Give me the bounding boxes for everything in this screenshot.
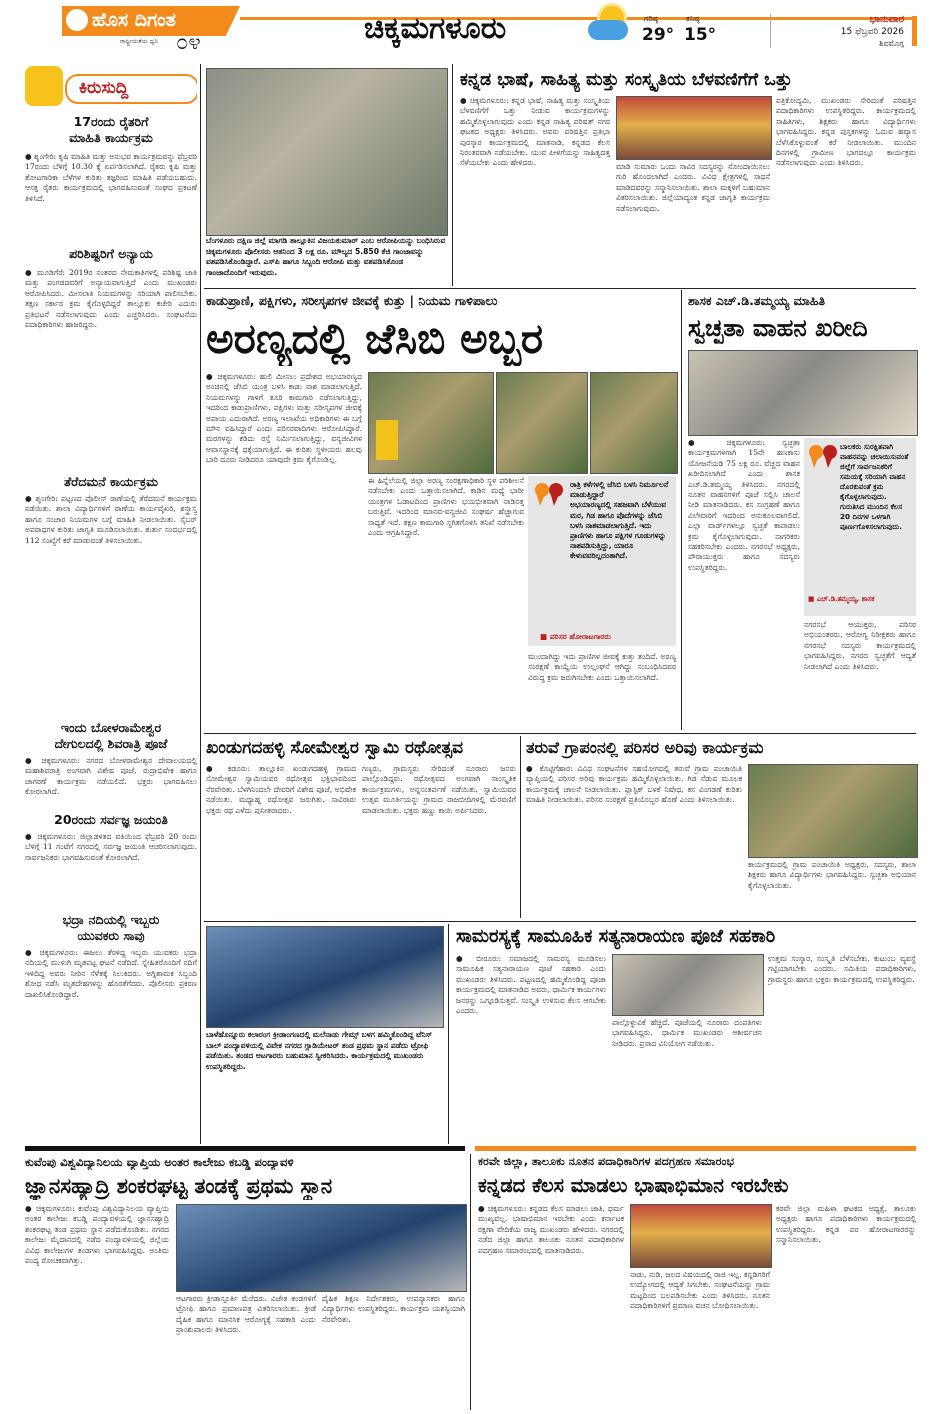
satyanarayana-col1: ● ಬೀರೂರು: ಸಮಾಜದಲ್ಲಿ ಸಾಮರಸ್ಯ ಮೂಡಿಸಲು ಸಾಮೂಹಿಕ ಸತ್ಯನಾರಾಯಣ ಪೂಜೆ ಸಹಕಾರಿ ಎಂದು ಮುಖಂಡರು ತಿಳಿಸಿದರು. ಪಟ್ಟಣದಲ್ಲಿ ಹಮ್ಮಿಕೊಂಡಿದ್ದ ಪೂಜಾ ಕಾರ್ಯಕ್ರಮದಲ್ಲಿ ಮಾತನಾಡಿದ ಅವರು, ಧಾರ್ಮಿಕ ಕಾರ್ಯಗಳು ಜನರನ್ನು ಒಗ್ಗೂಡಿಸುತ್ತವೆ. ಸಂಸ್ಕೃತಿ ಉಳಿಸುವ ಕೆಲಸ ಆಗಬೇಕು ಎಂದರು. [456, 954, 606, 1016]
brief-1-headline: 17ರಂದು ರೈತರಿಗೆ ಮಾಹಿತಿ ಕಾರ್ಯಕ್ರಮ [69, 114, 153, 145]
kirusuddi-column [25, 64, 197, 1144]
forest-quote-by: ■ ಪರಿಸರ ಹೋರಾಟಗಾರರು [540, 632, 611, 641]
satyanarayana-headline: ಸಾಮರಸ್ಯಕ್ಕೆ ಸಾಮೂಹಿಕ ಸತ್ಯನಾರಾಯಣ ಪೂಜೆ ಸಹಕಾರಿ [456, 926, 776, 947]
forest-cleared-photo-2 [590, 372, 678, 474]
forest-cleared-photo-1 [496, 372, 588, 474]
kirusuddi-hand-icon [25, 66, 63, 106]
kabaddi-headline: ಜ್ಞಾನಸಹ್ಯಾದ್ರಿ ಶಂಕರಘಟ್ಟ ತಂಡಕ್ಕೆ ಪ್ರಥಮ ಸ್ಥಾನ [25, 1174, 333, 1198]
column-rule-mid4 [448, 924, 449, 1144]
thammaiah-kicker: ಶಾಸಕ ಎಚ್.ಡಿ.ತಮ್ಮಯ್ಯ ಮಾಹಿತಿ [688, 293, 826, 308]
section-rule-3 [204, 921, 916, 922]
bottom-band-right [475, 1146, 916, 1151]
issue-day: ಭಾನುವಾರ [869, 14, 904, 25]
quote-icon [534, 482, 564, 508]
cloud-icon [588, 20, 628, 40]
brief-5-body: ● ಚಿಕ್ಕಮಗಳೂರು: ಜಿಲ್ಲಾಡಳಿತದ ವತಿಯಿಂದ ಫೆಬ್ರವರಿ 20 ರಂದು ಬೆಳಿಗ್ಗೆ 11 ಗಂಟೆಗೆ ನಗರದಲ್ಲಿ ಸರ್ವಜ್ಞ ಜಯಂತಿ ಆಚರಿಸಲಾಗುವುದು. ಸಾರ್ವಜನಿಕರು ಭಾಗವಹಿಸುವಂತೆ ಕೋರಲಾಗಿದೆ. [25, 832, 197, 862]
karave-kicker: ಕರವೇ ಜಿಲ್ಲಾ, ತಾಲೂಕು ನೂತನ ಪದಾಧಿಕಾರಿಗಳ ಪದಗ್ರಹಣ ಸಮಾರಂಭ [478, 1155, 735, 1168]
column-rule-mid3 [520, 736, 521, 918]
someshwara-col1: ● ಕಡೂರು: ತಾಲ್ಲೂಕಿನ ಖಂಡುಗದಹಳ್ಳಿ ಗ್ರಾಮದ ಸೋಮೇಶ್ವರ ಸ್ವಾಮಿಯವರ ರಥೋತ್ಸವ ಭಕ್ತಿಭಾವದಿಂದ ನೆರವೇರಿತು. ಬೆಳಗಿನಿಂದಲೇ ದೇವರಿಗೆ ವಿಶೇಷ ಪೂಜೆ, ಅಭಿಷೇಕ ನಡೆಯಿತು. ಮಧ್ಯಾಹ್ನ ರಥೋತ್ಸವ ಜರುಗಿತು. ಸಾವಿರಾರು ಭಕ್ತರು ರಥ ಎಳೆದು ಪುನೀತರಾದರು. [206, 764, 356, 815]
kabaddi-kicker: ಕುವೆಂಪು ವಿಶ್ವವಿದ್ಯಾನಿಲಯ ವ್ಯಾಪ್ತಿಯ ಅಂತರ ಕಾಲೇಜು ಕಬಡ್ಡಿ ಪಂದ್ಯಾವಳಿ [25, 1155, 294, 1169]
brief-3-body: ● ಶೃಂಗೇರಿ: ಪಟ್ಟಣದ ಪೊಲೀಸ್ ಠಾಣೆಯಲ್ಲಿ ತೆರೆದಮನೆ ಕಾರ್ಯಕ್ರಮ ನಡೆಯಿತು. ಶಾಲಾ ವಿದ್ಯಾರ್ಥಿಗಳಿಗೆ ಠಾಣೆಯ ಕಾರ್ಯವೈಖರಿ, ಶಸ್ತ್ರಾಸ್ತ್ರ ಹಾಗೂ ಸಂಚಾರ ನಿಯಮಗಳ ಬಗ್ಗೆ ಮಾಹಿತಿ ನೀಡಲಾಯಿತು. ಸೈಬರ್ ಅಪರಾಧಗಳ ಕುರಿತು ಜಾಗೃತಿ ಮೂಡಿಸಲಾಯಿತು. ತುರ್ತು ಸಂದರ್ಭದಲ್ಲಿ 112 ಸಂಖ್ಯೆಗೆ ಕರೆ ಮಾಡುವಂತೆ ತಿಳಿಸಲಾಯಿತು. [25, 494, 197, 545]
karave-headline: ಕನ್ನಡದ ಕೆಲಸ ಮಾಡಲು ಭಾಷಾಭಿಮಾನ ಇರಬೇಕು [478, 1174, 789, 1197]
min-temp: 15° [684, 25, 717, 45]
ganja-caption: ಬೆಂಗಳೂರು ದಕ್ಷಿಣ ಜಿಲ್ಲೆ ಮಾಗಡಿ ತಾಲ್ಲೂಕಿನ ವಿಜಯಕುಮಾರ್ ಎಂಬ ಆರೋಪಿಯನ್ನು ಬಂಧಿಸಿರುವ ಚಿಕ್ಕಮಗಳೂರು ಪೊಲೀಸರು ಆತನಿಂದ 3 ಲಕ್ಷ ರೂ. ಮೌಲ್ಯದ 5.850 ಕೆಜಿ ಗಾಂಜಾವನ್ನು ವಶಪಡಿಸಿಕೊಂಡಿದ್ದಾರೆ. ಎಸ್‌ಪಿ ಹಾಗೂ ಸಿಬ್ಬಂದಿ ಆರೋಪಿ ಮತ್ತು ವಶಪಡಿಸಿಕೊಂಡ ಗಾಂಜಾದೊಂದಿಗೆ ಇರುವುದು. [206, 236, 446, 277]
logo-circle-icon [66, 9, 88, 31]
section-rule-1 [204, 288, 916, 289]
parisara-photo [748, 764, 918, 858]
kirusuddi-title: ಕಿರುಸುದ್ದಿ [79, 78, 129, 98]
tournament-team-photo [206, 926, 444, 1028]
karave-col1: ● ಚಿಕ್ಕಮಗಳೂರು: ಕನ್ನಡದ ಕೆಲಸ ಮಾಡಲು ಜಾತಿ, ಧರ್ಮ ಮುಖ್ಯವಲ್ಲ. ಭಾಷಾಭಿಮಾನ ಇರಬೇಕು ಎಂದು ಕರ್ನಾಟಕ ರಕ್ಷಣಾ ವೇದಿಕೆಯ ರಾಜ್ಯ ಮುಖಂಡರು ಹೇಳಿದರು. ನಗರದಲ್ಲಿ ನಡೆದ ಜಿಲ್ಲಾ ಹಾಗೂ ತಾಲೂಕು ನೂತನ ಪದಾಧಿಕಾರಿಗಳ ಪದಗ್ರಹಣ ಸಮಾರಂಭದಲ್ಲಿ ಮಾತನಾಡಿದರು. [478, 1204, 624, 1255]
karave-col3: ಕರವೇ ಜಿಲ್ಲಾ ಮಹಿಳಾ ಘಟಕದ ಅಧ್ಯಕ್ಷೆ, ತಾಲೂಕು ಅಧ್ಯಕ್ಷರು ಹಾಗೂ ಪದಾಧಿಕಾರಿಗಳು ಕಾರ್ಯಕ್ರಮದಲ್ಲಿ ಉಪಸ್ಥಿತರಿದ್ದರು. ಕನ್ನಡ ಪರ ಹೋರಾಟಗಾರರನ್ನು ಸನ್ಮಾನಿಸಲಾಯಿತು. [776, 1204, 916, 1245]
forest-quote: ರಾತ್ರಿ ಕಳೆಗಳಲ್ಲಿ ಜೆಸಿಬಿ ಬಳಸಿ ನಿರ್ಮೂಲನೆ ಮಾಡುತ್ತಿದ್ದಾರೆ ಅಭಯಾರಣ್ಯದಲ್ಲಿ ಸಹಜವಾಗಿ ಬೆಳೆಯುವ ಮರ, ಗಿಡ ಹಾಗೂ ಪೊದೆಗಳನ್ನು ಜೆಸಿಬಿ ಬಳಸಿ ನಾಶಮಾಡಲಾಗುತ್ತಿದೆ. ಇದು ಪ್ರಾಣಿಗಳು ಹಾಗೂ ಪಕ್ಷಿಗಳ ಗೂಡುಗಳನ್ನು ನಾಶಪಡಿಸುತ್ತಿದ್ದು, ಯಾರೂ ಕೇಳುವವರಿಲ್ಲದಂತಾಗಿದೆ. [570, 480, 669, 561]
thammaiah-quote-by: ■ ಎಚ್.ಡಿ.ತಮ್ಮಯ್ಯ, ಶಾಸಕ [808, 595, 875, 603]
kannada-col3: ಪತ್ರಿಕೋದ್ಯಮಿ, ಮುಖಂಡರು ಸೇರಿದಂತೆ ಪರಿಷತ್ತಿನ ಪದಾಧಿಕಾರಿಗಳು ಉಪಸ್ಥಿತರಿದ್ದರು. ಕಾರ್ಯಕ್ರಮದಲ್ಲಿ ಸಾಹಿತಿಗಳು, ಶಿಕ್ಷಕರು ಹಾಗೂ ವಿದ್ಯಾರ್ಥಿಗಳು ಭಾಗವಹಿಸಿದ್ದರು. ಕನ್ನಡ ಪುಸ್ತಕಗಳನ್ನು ಓದುವ ಹವ್ಯಾಸ ಬೆಳೆಸಿಕೊಳ್ಳುವಂತೆ ಕರೆ ನೀಡಲಾಯಿತು. ಮುಂದಿನ ದಿನಗಳಲ್ಲಿ ಗ್ರಾಮೀಣ ಭಾಗದಲ್ಲೂ ಕಾರ್ಯಕ್ರಮ ನಡೆಸಲಾಗುವುದು ಎಂದು ತಿಳಿಸಿದರು. [776, 96, 916, 168]
forest-col1: ● ಚಿಕ್ಕಮಗಳೂರು: ಹುಲಿ ಮೀಸಲು ಪ್ರದೇಶದ ಅಭಯಾರಣ್ಯದ ಅಂಚಿನಲ್ಲಿ ಜೆಸಿಬಿ ಯಂತ್ರ ಬಳಸಿ ಕಾಡು ನಾಶ ಮಾಡಲಾಗುತ್ತಿದೆ. ನಿಯಮಗಳನ್ನು ಗಾಳಿಗೆ ತೂರಿ ಕಾಮಗಾರಿ ನಡೆಸಲಾಗುತ್ತಿದ್ದು, ಇದರಿಂದ ಕಾಡುಪ್ರಾಣಿಗಳು, ಪಕ್ಷಿಗಳು ಮತ್ತು ಸರೀಸೃಪಗಳ ಜೀವಕ್ಕೆ ಅಪಾಯ ಎದುರಾಗಿದೆ. ಅರಣ್ಯ ಇಲಾಖೆಯ ಅಧಿಕಾರಿಗಳು ಈ ಬಗ್ಗೆ ಮೌನ ವಹಿಸಿದ್ದಾರೆ ಎಂದು ಪರಿಸರವಾದಿಗಳು ಆರೋಪಿಸಿದ್ದಾರೆ. ಮರಗಳನ್ನು ಕಡಿದು ರಸ್ತೆ ನಿರ್ಮಿಸಲಾಗುತ್ತಿದ್ದು, ವನ್ಯಜೀವಿಗಳ ಆವಾಸಸ್ಥಾನಕ್ಕೆ ಧಕ್ಕೆಯಾಗುತ್ತಿದೆ. ಈ ಕುರಿತು ಸ್ಥಳೀಯರು ಹಲವು ಬಾರಿ ದೂರು ನೀಡಿದರೂ ಯಾವುದೇ ಕ್ರಮ ಕೈಗೊಂಡಿಲ್ಲ. [206, 372, 362, 465]
parisara-col2: ಕಾರ್ಯಕ್ರಮದಲ್ಲಿ ಗ್ರಾಮ ಪಂಚಾಯಿತಿ ಅಧ್ಯಕ್ಷರು, ಸದಸ್ಯರು, ಶಾಲಾ ಶಿಕ್ಷಕರು ಹಾಗೂ ವಿದ್ಯಾರ್ಥಿಗಳು ಭಾಗವಹಿಸಿದ್ದರು. ಸ್ವಚ್ಛತಾ ಅಭಿಯಾನ ಕೈಗೊಳ್ಳಲಾಯಿತು. [748, 860, 916, 890]
bottom-band-left [25, 1146, 465, 1151]
satyanarayana-col2: ಪಾಲ್ಗೊಳ್ಳುವಿಕೆ ಹೆಚ್ಚಿದೆ. ಪೂಜೆಯಲ್ಲಿ ನೂರಾರು ದಂಪತಿಗಳು ಭಾಗವಹಿಸಿದ್ದರು. ಧಾರ್ಮಿಕ ಮುಖಂಡರು ಆಶೀರ್ವಚನ ನೀಡಿದರು. ಪ್ರಸಾದ ವಿನಿಯೋಗ ನಡೆಯಿತು. [612, 1018, 762, 1048]
brief-6-body: ● ಚಿಕ್ಕಮಗಳೂರು: ಈಜಲು ತೆರಳಿದ್ದ ಇಬ್ಬರು ಯುವಕರು ಭದ್ರಾ ನದಿಯಲ್ಲಿ ಮುಳುಗಿ ಮೃತಪಟ್ಟ ಘಟನೆ ನಡೆದಿದೆ. ಸ್ನೇಹಿತರೊಂದಿಗೆ ನದಿಗೆ ಇಳಿದಿದ್ದ ಅವರು ನೀರಿನ ಸೆಳೆತಕ್ಕೆ ಸಿಲುಕಿದರು. ಅಗ್ನಿಶಾಮಕ ಸಿಬ್ಬಂದಿ ಶೋಧ ನಡೆಸಿ ಮೃತದೇಹಗಳನ್ನು ಹೊರತೆಗೆದರು. ಪೊಲೀಸರು ಪ್ರಕರಣ ದಾಖಲಿಸಿಕೊಂಡಿದ್ದಾರೆ. [25, 948, 197, 999]
edition: ಶಿವಮೊಗ್ಗ [879, 39, 904, 48]
brief-5-headline: 20ರಂದು ಸರ್ವಜ್ಞ ಜಯಂತಿ [54, 812, 168, 827]
quote-icon [808, 444, 838, 470]
kabaddi-col2: ಆಟಗಾರರು ಕ್ರೀಡಾಸ್ಫೂರ್ತಿ ಮೆರೆದರು. ವಿಜೇತ ತಂಡಗಳಿಗೆ ಟ್ರೋಫಿ ಹಾಗೂ ಪ್ರಮಾಣಪತ್ರ ವಿತರಿಸಲಾಯಿತು. ಕ್ರೀಡೆ ದೈಹಿಕ ಹಾಗೂ ಮಾನಸಿಕ ಆರೋಗ್ಯಕ್ಕೆ ಸಹಕಾರಿ ಎಂದು ಪ್ರಾಂಶುಪಾಲರು ತಿಳಿಸಿದರು. [176, 1294, 316, 1335]
tournament-caption: ಬಾಳೆಹೊನ್ನೂರು ಕಲಾರಂಗ ಕ್ರೀಡಾಂಗಣದಲ್ಲಿ ಮಲೆನಾಡು ಗೇಮ್ಸ್ ಬಳಗ ಹಮ್ಮಿಕೊಂಡಿದ್ದ ಟೆನಿಸ್ ಬಾಲ್ ಪಂದ್ಯಾವಳಿಯಲ್ಲಿ ವಿವೇಕ ನಗರದ ಗ್ಲಾಡಿಯೇಟರ್ ತಂಡ ಪ್ರಥಮ ಸ್ಥಾನ ಪಡೆದು ಟ್ರೋಫಿ ಪಡೆಯಿತು. ತಂಡದ ಆಟಗಾರರು ಬಹುಮಾನ ಸ್ವೀಕರಿಸಿದರು. ಕಾರ್ಯಕ್ರಮದಲ್ಲಿ ಮುಖಂಡರು ಉಪಸ್ಥಿತರಿದ್ದರು. [206, 1030, 433, 1071]
brief-2-headline: ಪರಿಶಿಷ್ಟರಿಗೆ ಅನ್ಯಾಯ [69, 246, 153, 261]
brief-4-headline: ಇಂದು ಬೋಳರಾಮೇಶ್ವರ ದೇಗುಲದಲ್ಲಿ ಶಿವರಾತ್ರಿ ಪೂಜೆ [54, 720, 168, 751]
issue-date: 15 ಫೆಬ್ರವರಿ 2026 [840, 27, 904, 37]
ganja-seizure-photo [206, 68, 448, 236]
masthead-divider [770, 14, 771, 48]
thammaiah-body2: ನಗರಸಭೆ ಆಯುಕ್ತರು, ಪರಿಸರ ಅಭಿಯಂತರರು, ಆರೋಗ್ಯ ನಿರೀಕ್ಷಕರು ಹಾಗೂ ನಗರಸಭೆ ಸದಸ್ಯರು ಕಾರ್ಯಕ್ರಮದಲ್ಲಿ ಭಾಗವಹಿಸಿದ್ದರು. ನಗರದ ಸ್ವಚ್ಛತೆಗೆ ಆದ್ಯತೆ ನೀಡಲಾಗಿದೆ ಎಂದು ತಿಳಿಸಿದರು. [804, 620, 916, 671]
brief-4-body: ● ಚಿಕ್ಕಮಗಳೂರು: ನಗರದ ಬೋಳರಾಮೇಶ್ವರ ದೇವಾಲಯದಲ್ಲಿ ಮಹಾಶಿವರಾತ್ರಿ ಅಂಗವಾಗಿ ವಿಶೇಷ ಪೂಜೆ, ರುದ್ರಾಭಿಷೇಕ ಹಾಗೂ ಜಾಗರಣೆ ಕಾರ್ಯಕ್ರಮ ನಡೆಯಲಿದೆ. ಭಕ್ತರು ಭಾಗವಹಿಸಲು ಕೋರಲಾಗಿದೆ. [25, 756, 197, 797]
someshwara-col2: ಗಣ್ಯರು, ಗ್ರಾಮಸ್ಥರು ಸೇರಿದಂತೆ ನೂರಾರು ಜನರು ಪಾಲ್ಗೊಂಡಿದ್ದರು. ರಥೋತ್ಸವದ ಅಂಗವಾಗಿ ಸಾಂಸ್ಕೃತಿಕ ಕಾರ್ಯಕ್ರಮಗಳು, ಅನ್ನಸಂತರ್ಪಣೆ ನಡೆಯಿತು. ಸ್ವಾಮಿಯವರ ಉತ್ಸವ ಮೂರ್ತಿಯನ್ನು ಗ್ರಾಮದ ರಾಜಬೀದಿಗಳಲ್ಲಿ ಮೆರವಣಿಗೆ ಮಾಡಲಾಯಿತು. ಭಕ್ತರು ಹಣ್ಣು ಕಾಯಿ ಅರ್ಪಿಸಿದರು. [362, 764, 516, 815]
karave-col2: ನಾಡು, ನುಡಿ, ಜಲದ ವಿಷಯದಲ್ಲಿ ರಾಜಿ ಇಲ್ಲ. ಕನ್ನಡಿಗರಿಗೆ ಉದ್ಯೋಗದಲ್ಲಿ ಆದ್ಯತೆ ಸಿಗಬೇಕು. ಸಂಘಟನೆಯನ್ನು ಗ್ರಾಮ ಮಟ್ಟದಿಂದ ಬಲಪಡಿಸಬೇಕು ಎಂದು ತಿಳಿಸಿದರು. ನೂತನ ಪದಾಧಿಕಾರಿಗಳಿಗೆ ಪ್ರಮಾಣ ವಚನ ಬೋಧಿಸಲಾಯಿತು. [630, 1270, 770, 1311]
masthead [0, 0, 945, 58]
kabaddi-team-photo [176, 1204, 467, 1292]
parisara-col1: ● ಕೊಟ್ಟಿಗೆಹಾರ: ವಿವಿಧ ಸಂಘಟನೆಗಳ ಸಹಯೋಗದಲ್ಲಿ ತರುವೆ ಗ್ರಾಮ ಪಂಚಾಯಿತಿ ವ್ಯಾಪ್ತಿಯಲ್ಲಿ ಪರಿಸರ ಅರಿವು ಕಾರ್ಯಕ್ರಮ ಹಮ್ಮಿಕೊಳ್ಳಲಾಯಿತು. ಗಿಡ ನೆಡುವ ಮೂಲಕ ಕಾರ್ಯಕ್ರಮಕ್ಕೆ ಚಾಲನೆ ನೀಡಲಾಯಿತು. ಪ್ಲಾಸ್ಟಿಕ್ ಬಳಕೆ ನಿಷೇಧ, ಕಸ ವಿಂಗಡಣೆ ಕುರಿತು ಮಾಹಿತಿ ನೀಡಲಾಯಿತು. ಪರಿಸರ ಸಂರಕ್ಷಣೆ ಪ್ರತಿಯೊಬ್ಬರ ಹೊಣೆ ಎಂದು ತಿಳಿಸಲಾಯಿತು. [526, 764, 742, 805]
brief-3-headline: ತೆರೆದಮನೆ ಕಾರ್ಯಕ್ರಮ [64, 474, 158, 489]
kannada-col2: ಮಾಡಿ ಸುಮಾರು ಒಂದು ಸಾವಿರ ಸದಸ್ಯರನ್ನು ನೋಂದಾಯಿಸಲು ಗುರಿ ಹೊಂದಲಾಗಿದೆ ಎಂದರು. ವಿವಿಧ ಕ್ಷೇತ್ರಗಳಲ್ಲಿ ಸಾಧನೆ ಮಾಡಿದವರನ್ನು ಸನ್ಮಾನಿಸಲಾಯಿತು. ಶಾಲಾ ಮಕ್ಕಳಿಗೆ ಬಹುಮಾನ ವಿತರಿಸಲಾಯಿತು. ಜಿಲ್ಲೆಯಾದ್ಯಂತ ಕನ್ನಡ ಜಾಗೃತಿ ಕಾರ್ಯಕ್ರಮ ನಡೆಸಲಾಗುವುದು. [616, 162, 770, 213]
kannada-event-photo [616, 96, 772, 160]
page-number: ೦೪ [176, 30, 201, 55]
parisara-headline: ತರುವೆ ಗ್ರಾಪಂನಲ್ಲಿ ಪರಿಸರ ಅರಿವು ಕಾರ್ಯಕ್ರಮ [526, 738, 764, 757]
jcb-arm-icon [376, 420, 398, 460]
column-rule-bottom [470, 1154, 471, 1410]
forest-headline: ಅರಣ್ಯದಲ್ಲಿ ಜೆಸಿಬಿ ಅಬ್ಬರ [206, 314, 544, 363]
column-rule-left [200, 64, 201, 1144]
masthead-tagline: ರಾಷ್ಟ್ರೀಯತೆಯ ಧ್ವನಿ [120, 38, 158, 45]
column-rule-mid2 [681, 290, 682, 730]
kabaddi-col1: ● ಚಿಕ್ಕಮಗಳೂರು: ಕುವೆಂಪು ವಿಶ್ವವಿದ್ಯಾನಿಲಯ ವ್ಯಾಪ್ತಿಯ ಅಂತರ ಕಾಲೇಜು ಕಬಡ್ಡಿ ಪಂದ್ಯಾವಳಿಯಲ್ಲಿ ಜ್ಞಾನಸಹ್ಯಾದ್ರಿ ಶಂಕರಘಟ್ಟ ತಂಡ ಪ್ರಥಮ ಸ್ಥಾನ ಪಡೆದುಕೊಂಡಿತು. ನಗರದ ಕಾಲೇಜು ಮೈದಾನದಲ್ಲಿ ನಡೆದ ಪಂದ್ಯಾವಳಿಯಲ್ಲಿ ಜಿಲ್ಲೆಯ ವಿವಿಧ ಕಾಲೇಜುಗಳ ತಂಡಗಳು ಭಾಗವಹಿಸಿದ್ದವು. ಅಂತಿಮ ಪಂದ್ಯ ರೋಚಕವಾಗಿತ್ತು. [25, 1204, 169, 1266]
max-temp-label: ಗರಿಷ್ಠ [644, 14, 658, 23]
masthead-logo: ಹೊಸ ದಿಗಂತ [92, 9, 176, 31]
kannada-col1: ● ಚಿಕ್ಕಮಗಳೂರು: ಕನ್ನಡ ಭಾಷೆ, ಸಾಹಿತ್ಯ ಮತ್ತು ಸಂಸ್ಕೃತಿಯ ಬೆಳವಣಿಗೆಗೆ ಒತ್ತು ನೀಡುವ ಕಾರ್ಯಕ್ರಮಗಳನ್ನು ಹಮ್ಮಿಕೊಳ್ಳಲಾಗುವುದು ಎಂದು ಕನ್ನಡ ಸಾಹಿತ್ಯ ಪರಿಷತ್ ನಗರ ಘಟಕದ ಅಧ್ಯಕ್ಷರು ತಿಳಿಸಿದರು. ಅವರು ಪರಿಷತ್ತಿನ ಪ್ರತಿಭಾ ಪುರಸ್ಕಾರ ಕಾರ್ಯಕ್ರಮದಲ್ಲಿ ಮಾತನಾಡಿ, ಕನ್ನಡದ ಕೆಲಸ ನಿರಂತರವಾಗಿ ನಡೆಯಬೇಕು. ಯುವ ಪೀಳಿಗೆಯನ್ನು ಸಾಹಿತ್ಯದತ್ತ ಸೆಳೆಯಬೇಕು ಎಂದು ಹೇಳಿದರು. [460, 96, 610, 168]
brief-1-body: ● ಶೃಂಗೇರಿ: ಕೃಷಿ ಮಾಹಿತಿ ಮತ್ತು ಅನುಭವ ಕಾರ್ಯಕ್ರಮವನ್ನು ಫೆಬ್ರವರಿ 17ರಂದು ಬೆಳಿಗ್ಗೆ 10.30 ಕ್ಕೆ ಏರ್ಪಡಿಸಲಾಗಿದೆ. ರೈತರು ಕೃಷಿ ಮತ್ತು ತೋಟಗಾರಿಕಾ ಬೆಳೆಗಳ ಕುರಿತು ತಜ್ಞರಿಂದ ಮಾಹಿತಿ ಪಡೆಯಬಹುದು. ಆಸಕ್ತ ರೈತರು ಕಾರ್ಯಕ್ರಮದಲ್ಲಿ ಭಾಗವಹಿಸುವಂತೆ ಸಂಘದ ಪ್ರಕಟಣೆ ತಿಳಿಸಿದೆ. [25, 152, 197, 203]
forest-col2: ಈ ಹಿನ್ನೆಲೆಯಲ್ಲಿ ಜಿಲ್ಲಾ ಅರಣ್ಯ ಸಂರಕ್ಷಣಾಧಿಕಾರಿ ಸ್ಥಳ ಪರಿಶೀಲನೆ ನಡೆಸಬೇಕು ಎಂದು ಒತ್ತಾಯಿಸಲಾಗಿದೆ. ಕಾಡಿನ ಮಧ್ಯೆ ಭಾರೀ ಯಂತ್ರಗಳ ಓಡಾಟದಿಂದ ಪ್ರಾಣಿಗಳು ಭಯಭೀತವಾಗಿ ನಾಡಿನತ್ತ ಬರುತ್ತಿವೆ. ಇದರಿಂದ ಮಾನವ-ವನ್ಯಜೀವಿ ಸಂಘರ್ಷ ಹೆಚ್ಚಾಗುವ ಸಾಧ್ಯತೆ ಇದೆ. ತಕ್ಷಣ ಕಾಮಗಾರಿ ಸ್ಥಗಿತಗೊಳಿಸಿ ತನಿಖೆ ನಡೆಸಬೇಕು ಎಂದು ಆಗ್ರಹಿಸಿದ್ದಾರೆ. [368, 476, 524, 538]
brief-2-body: ● ಮೂಡಿಗೆರೆ: 2019ರ ನಂತರದ ನೇಮಕಾತಿಗಳಲ್ಲಿ ಪರಿಶಿಷ್ಟ ಜಾತಿ ಮತ್ತು ಪಂಗಡದವರಿಗೆ ಅನ್ಯಾಯವಾಗುತ್ತಿದೆ ಎಂದು ಮುಖಂಡರು ಆರೋಪಿಸಿದರು. ಮೀಸಲಾತಿ ನಿಯಮಗಳನ್ನು ಸರಿಯಾಗಿ ಪಾಲಿಸಬೇಕು. ತಕ್ಷಣ ಸರ್ಕಾರ ಕ್ರಮ ಕೈಗೊಳ್ಳದಿದ್ದರೆ ತಾಲ್ಲೂಕು ಕಚೇರಿ ಎದುರು ಪ್ರತಿಭಟನೆ ನಡೆಸಲಾಗುವುದು ಎಂದು ಎಚ್ಚರಿಸಿದರು. ಸಂಘಟನೆಯ ಪದಾಧಿಕಾರಿಗಳು ಹಾಜರಿದ್ದರು. [25, 268, 197, 330]
kabaddi-col3: ದೈಹಿಕ ಶಿಕ್ಷಣ ನಿರ್ದೇಶಕರು, ಉಪನ್ಯಾಸಕರು ಹಾಗೂ ವಿದ್ಯಾರ್ಥಿಗಳು ಉಪಸ್ಥಿತರಿದ್ದರು. ಕಾರ್ಯಕ್ರಮ ಯಶಸ್ವಿಯಾಗಿ ನೆರವೇರಿತು. [322, 1294, 465, 1324]
kannada-headline: ಕನ್ನಡ ಭಾಷೆ, ಸಾಹಿತ್ಯ ಮತ್ತು ಸಂಸ್ಕೃತಿಯ ಬೆಳವಣಿಗೆಗೆ ಒತ್ತು [460, 70, 793, 90]
satyanarayana-col3: ಉತ್ತಮ ಸಂಸ್ಕಾರ, ಸಂಸ್ಕೃತಿ ಬೆಳೆಸಬೇಕು. ಕುಟುಂಬ ವ್ಯವಸ್ಥೆ ಗಟ್ಟಿಯಾಗಬೇಕು ಎಂದರು. ಸಮಿತಿಯ ಪದಾಧಿಕಾರಿಗಳು, ಗ್ರಾಮಸ್ಥರು ಹಾಗೂ ಭಕ್ತರು ಕಾರ್ಯಕ್ರಮದಲ್ಲಿ ಉಪಸ್ಥಿತರಿದ್ದರು. [768, 954, 916, 984]
satyanarayana-photo [612, 954, 764, 1016]
someshwara-headline: ಖಂಡುಗದಹಳ್ಳಿ ಸೋಮೇಶ್ವರ ಸ್ವಾಮಿ ರಥೋತ್ಸವ [206, 738, 464, 758]
forest-kicker: ಕಾಡುಪ್ರಾಣಿ, ಪಕ್ಷಿಗಳು, ಸರೀಸೃಪಗಳ ಜೀವಕ್ಕೆ ಕುತ್ತು | ನಿಯಮ ಗಾಳಿಪಾಲು [206, 293, 498, 308]
min-temp-label: ಕನಿಷ್ಠ [686, 14, 700, 23]
brief-6-headline: ಭದ್ರಾ ನದಿಯಲ್ಲಿ ಇಬ್ಬರು ಯುವಕರು ಸಾವು [62, 912, 160, 943]
thammaiah-quote: ಬಾಲಕರು ಸುರಕ್ಷಿತವಾಗಿ ವಾಹನವನ್ನು ಚಲಾಯಿಸುವಂತೆ ಜಿಲ್ಲೆಗೆ ಸಾರ್ವಜನಿಕರಿಗೆ ಸಮಯಕ್ಕೆ ಸರಿಯಾಗಿ ವಾಹನ ದೊರಕುವಂತೆ ಕ್ರಮ ಕೈಗೊಳ್ಳಲಾಗುವುದು. ಗುರುತಿಸಿದ ಮುಂದಿನ ಕೆಲಸ 20 ದಿನಗಳ ಒಳಗಾಗಿ ಪೂರ್ಣಗೊಳಿಸಲಾಗುವುದು. [840, 442, 909, 531]
masthead-side-bar [912, 16, 917, 46]
thammaiah-body: ● ಚಿಕ್ಕಮಗಳೂರು: ಸ್ವಚ್ಛತಾ ಕಾರ್ಯಕ್ರಮಗಳಿಗಾಗಿ 15ನೇ ಹಣಕಾಸು ಯೋಜನೆಯಡಿ 75 ಲಕ್ಷ ರೂ. ವೆಚ್ಚದ ವಾಹನ ಖರೀದಿಸಲಾಗಿದೆ ಎಂದು ಶಾಸಕ ಎಚ್.ಡಿ.ತಮ್ಮಯ್ಯ ತಿಳಿಸಿದರು. ನಗರದಲ್ಲಿ ನೂತನ ವಾಹನಗಳಿಗೆ ಪೂಜೆ ಸಲ್ಲಿಸಿ ಚಾಲನೆ ನೀಡಿ ಮಾತನಾಡಿದರು. ಕಸ ಸಂಗ್ರಹಣೆ ಹಾಗೂ ವಿಲೇವಾರಿಗೆ ಇದರಿಂದ ಅನುಕೂಲವಾಗಲಿದೆ. ಎಲ್ಲಾ ವಾರ್ಡ್‌ಗಳಲ್ಲೂ ಸ್ವಚ್ಛತೆ ಕಾಪಾಡಲು ಕ್ರಮ ಕೈಗೊಳ್ಳಲಾಗುವುದು. ನಾಗರಿಕರು ಸಹಕರಿಸಬೇಕು ಎಂದರು. ನಗರಸಭೆ ಅಧ್ಯಕ್ಷರು, ಪೌರಾಯುಕ್ತರು ಹಾಗೂ ಸದಸ್ಯರು ಉಪಸ್ಥಿತರಿದ್ದರು. [688, 438, 800, 572]
thammaiah-headline: ಸ್ವಚ್ಛತಾ ವಾಹನ ಖರೀದಿ [688, 314, 868, 342]
karave-photo [630, 1204, 772, 1268]
thammaiah-photo [688, 350, 918, 436]
section-rule-2 [204, 733, 916, 734]
forest-col3: ಮುಂದಾಗಿದ್ದು ಇದು ಪ್ರಾಣಿಗಳ ಜೀವಕ್ಕೆ ಕುತ್ತು ತಂದಿದೆ. ಅರಣ್ಯ ಸಂರಕ್ಷಣೆ ಕಾಯ್ದೆಯ ಉಲ್ಲಂಘನೆ ಆಗಿದ್ದು ಸಂಬಂಧಿಸಿದವರ ವಿರುದ್ಧ ಕ್ರಮ ಜರುಗಿಸಬೇಕು ಎಂದು ಒತ್ತಾಯಿಸಲಾಗಿದೆ. [528, 652, 676, 682]
max-temp: 29° [642, 25, 675, 45]
city-name: ಚಿಕ್ಕಮಗಳೂರು [364, 11, 507, 46]
column-rule-mid1 [452, 64, 453, 286]
